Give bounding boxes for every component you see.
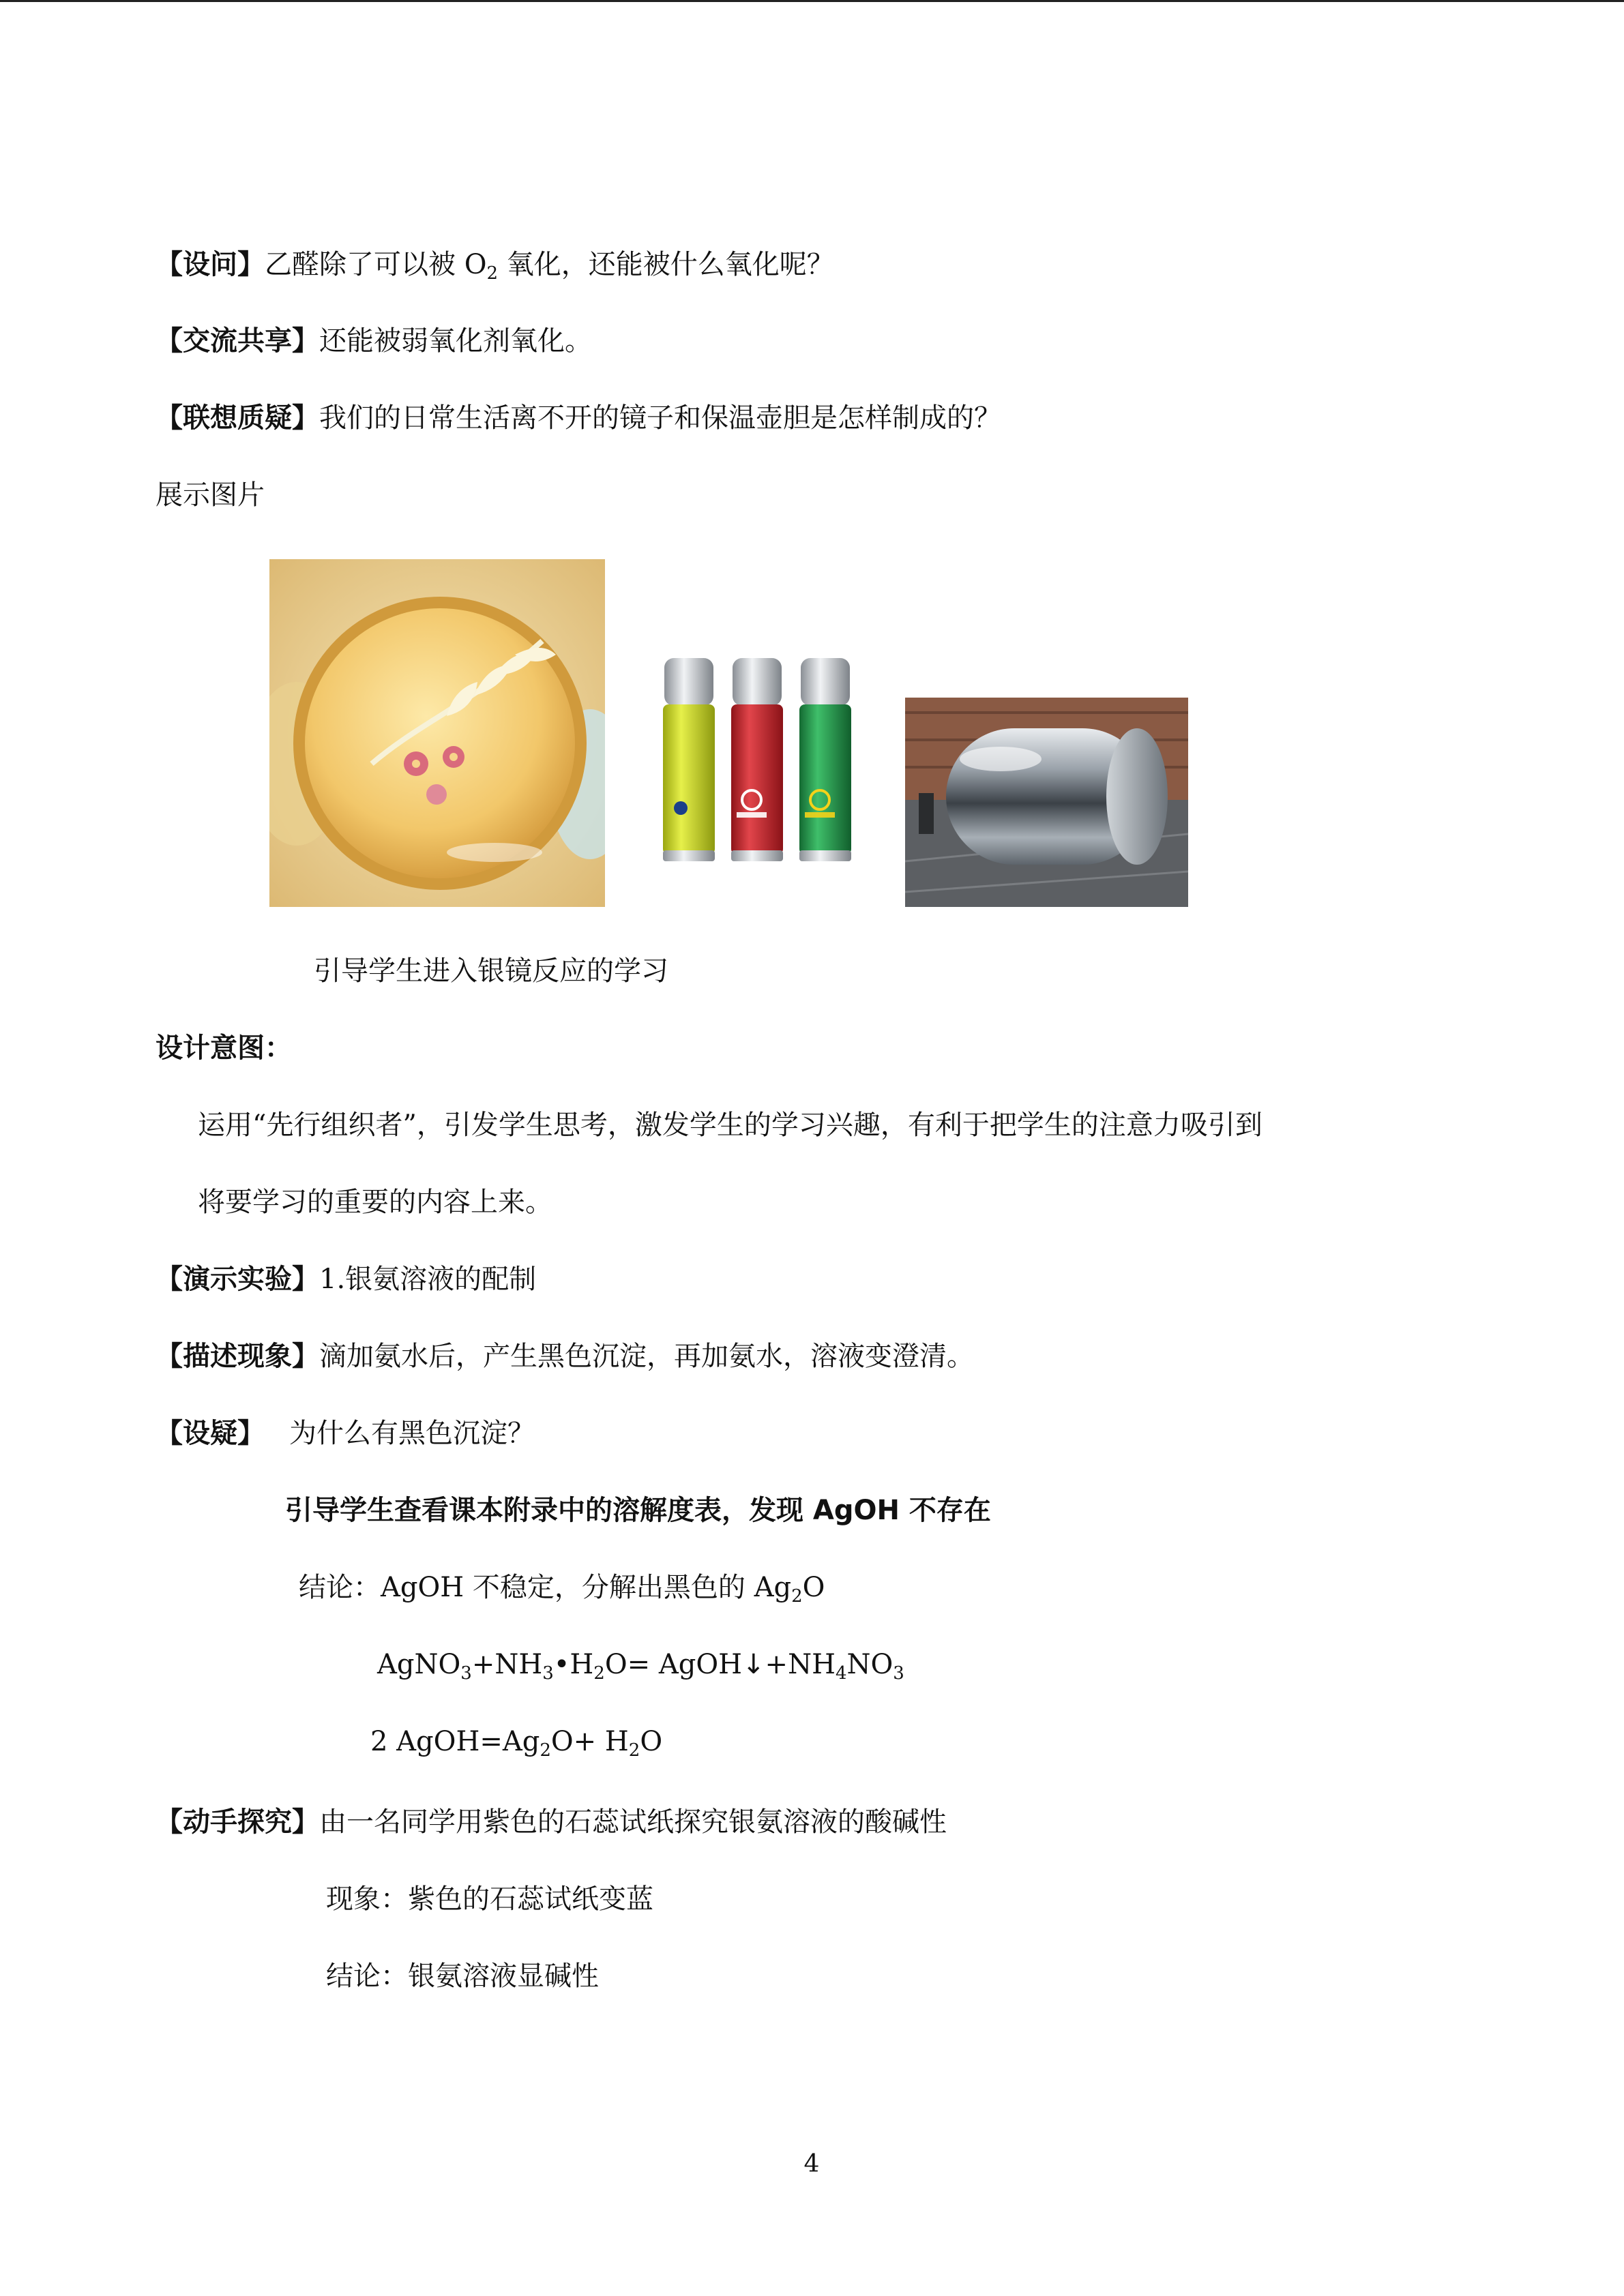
hands-on-label: 【动手探究】 [156, 1806, 319, 1838]
eq2-sub-1: 2 [540, 1740, 551, 1761]
design-intent-label: 设计意图： [156, 1032, 292, 1064]
doubt-line [156, 1416, 535, 1451]
question-label: 【设问】 [156, 249, 265, 280]
conclusion-alkaline-line: 结论：银氨溶液显碱性 [326, 1960, 599, 1992]
design-intent-text-1: 运用“先行组织者”，引发学生思考，激发学生的学习兴趣，有利于把学生的注意力吸引到 [198, 1109, 1263, 1141]
doubt-text: 为什么有黑色沉淀？ [289, 1418, 535, 1449]
compact-mirror-image [269, 559, 605, 907]
top-border [0, 0, 1624, 2]
question-subscript: 2 [486, 263, 499, 284]
hands-on-text: 由一名同学用紫色的石蕊试纸探究银氨溶液的酸碱性 [319, 1806, 947, 1838]
eq1-sub-1: 3 [460, 1663, 472, 1684]
association-label: 【联想质疑】 [156, 402, 319, 434]
hands-on-line [156, 1804, 947, 1840]
question-text-a: 乙醛除了可以被 O [265, 249, 487, 280]
eq1-part-b: +NH [471, 1649, 543, 1680]
eq1-sub-3: 2 [593, 1663, 605, 1684]
phenomenon-line [156, 1339, 974, 1374]
question-text-b: 氧化，还能被什么氧化呢？ [498, 249, 834, 280]
eq1-part-f: NO [846, 1649, 894, 1680]
phenomenon-label: 【描述现象】 [156, 1341, 319, 1372]
demo-line [156, 1262, 536, 1297]
association-text: 我们的日常生活离不开的镜子和保温壶胆是怎样制成的？ [319, 402, 1001, 434]
compact-mirror-svg [269, 559, 605, 907]
thermos-bottles-svg [655, 651, 859, 869]
share-line [156, 323, 592, 359]
eq1-sub-5: 3 [893, 1663, 904, 1684]
chrome-sculpture-svg [905, 698, 1188, 907]
share-text: 还能被弱氧化剂氧化。 [319, 325, 592, 357]
eq1-part-a: AgNO [377, 1649, 461, 1680]
phenomenon-result-line: 现象：紫色的石蕊试纸变蓝 [326, 1883, 653, 1915]
eq1-part-d: O= AgOH [604, 1649, 743, 1680]
eq1-sub-2: 3 [542, 1663, 554, 1684]
thermos-bottles-image [655, 651, 859, 869]
conclusion-agoh-text-b: O [802, 1572, 825, 1603]
demo-label: 【演示实验】 [156, 1264, 319, 1295]
page-number: 4 [803, 2150, 820, 2178]
conclusion-agoh-sub: 2 [791, 1586, 803, 1607]
eq1-sub-4: 4 [835, 1663, 847, 1684]
question-line [156, 247, 834, 282]
association-line [156, 400, 1001, 436]
phenomenon-text: 滴加氨水后，产生黑色沉淀，再加氨水，溶液变澄清。 [319, 1341, 974, 1372]
chrome-sculpture-image [905, 698, 1188, 907]
design-intent-text-2: 将要学习的重要的内容上来。 [198, 1187, 552, 1218]
share-label: 【交流共享】 [156, 325, 319, 357]
conclusion-agoh-line [299, 1570, 825, 1605]
eq2-part-a: 2 AgOH=Ag [370, 1726, 540, 1757]
eq2-part-b: O+ H [550, 1726, 629, 1757]
eq2-part-c: O [640, 1726, 663, 1757]
show-pictures-line: 展示图片 [156, 479, 265, 511]
conclusion-agoh-text-a: 结论：AgOH 不稳定，分解出黑色的 Ag [299, 1572, 792, 1603]
equation-1 [377, 1647, 904, 1682]
precipitate-arrow-icon: ↓ [742, 1649, 765, 1680]
guide-appendix-line: 引导学生查看课本附录中的溶解度表，发现 AgOH 不存在 [285, 1495, 991, 1526]
doubt-label: 【设疑】 [156, 1418, 265, 1449]
equation-2 [370, 1724, 662, 1759]
demo-text: 1.银氨溶液的配制 [319, 1264, 537, 1295]
guide-line: 引导学生进入银镜反应的学习 [314, 955, 668, 987]
eq2-sub-2: 2 [628, 1740, 640, 1761]
eq1-part-c: •H [553, 1649, 594, 1680]
eq1-part-e: +NH [765, 1649, 836, 1680]
